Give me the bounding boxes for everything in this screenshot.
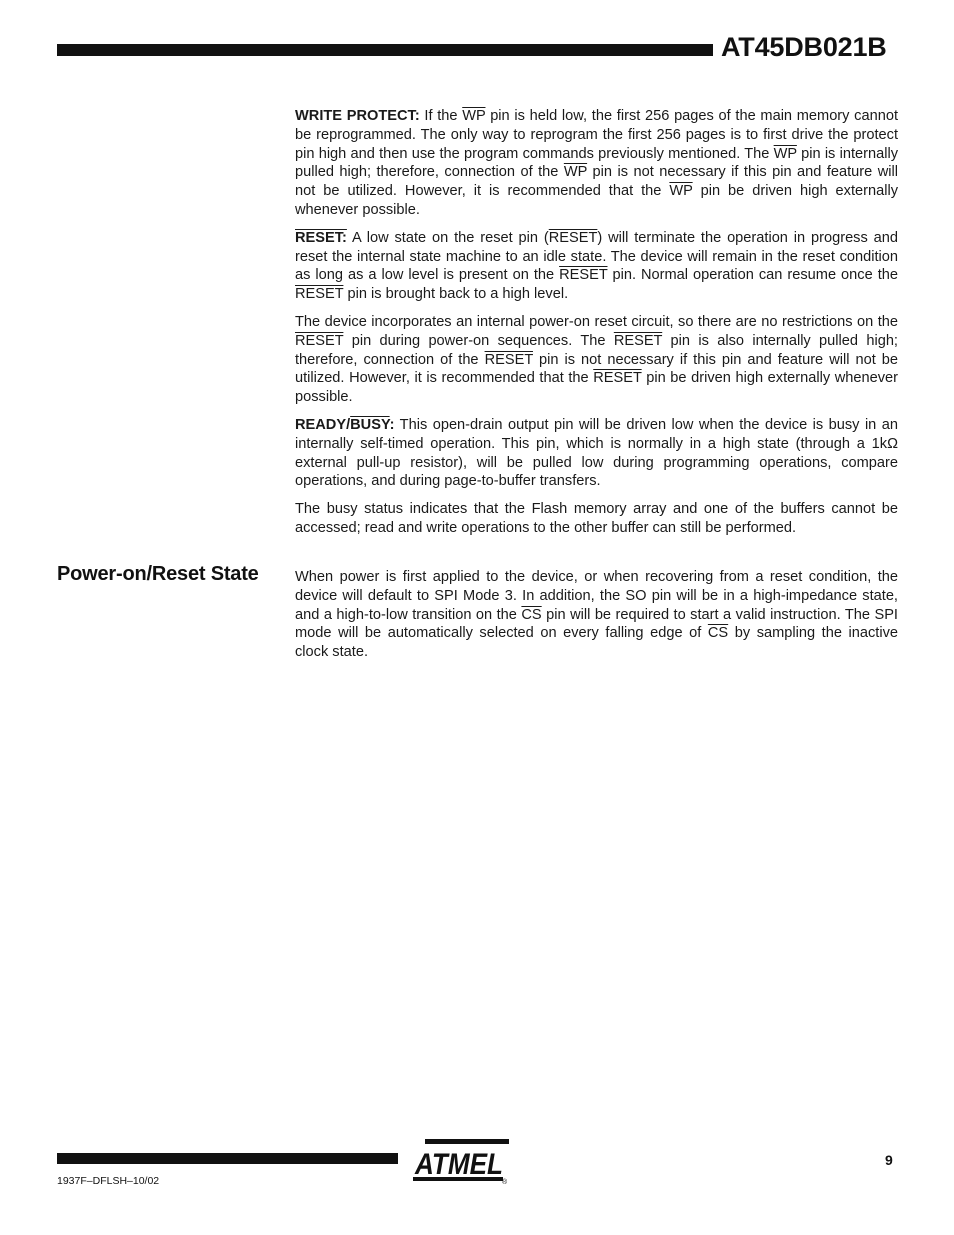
- document-id: 1937F–DFLSH–10/02: [57, 1175, 160, 1187]
- text-run: pin. Normal operation can resume once the: [607, 267, 898, 284]
- logo-bar: [425, 1139, 509, 1144]
- section-heading: Power-on/Reset State: [57, 563, 259, 585]
- text-run: pin is also internally pulled high; therefore, connection of the: [295, 332, 898, 368]
- busy-status-paragraph: The busy status indicates that the Flash memory array and one of the buffers cannot be accessed; read and write operations to the other buffer can still be performed.: [295, 501, 898, 536]
- write-protect-paragraph: [295, 107, 898, 220]
- pin-name: RESET: [295, 332, 344, 349]
- footer-rule: [57, 1153, 398, 1164]
- reset-label: RESET:: [295, 229, 347, 246]
- section-paragraph: [295, 568, 898, 662]
- text-run: pin during power-on sequences. The: [343, 332, 614, 349]
- label-part: :: [389, 416, 395, 433]
- power-on-reset-paragraph: [295, 313, 898, 407]
- registered-mark: ®: [502, 1179, 508, 1186]
- ready-busy-paragraph: [295, 416, 898, 491]
- document-title: AT45DB021B: [721, 32, 887, 62]
- pin-name: RESET: [548, 229, 598, 246]
- text-run: A low state on the reset pin (: [346, 229, 549, 246]
- pin-name: $\overline{WP}$: [462, 108, 486, 124]
- text-run: pin will be required to start a valid instruction. The SPI mode will be automatically selected on every falling edge of: [295, 606, 898, 642]
- text-run: If the: [419, 108, 463, 124]
- pin-name: RESET: [295, 286, 344, 303]
- pin-name: $\overline{CS}$: [707, 625, 729, 642]
- header-rule: [57, 44, 713, 56]
- text-run: pin is brought back to a high level.: [343, 286, 569, 303]
- text-run: pin is not necessary if this pin and feature will not be utilized. However, it is recommended that the: [295, 351, 899, 387]
- text-run: pin is internally pulled high; therefore, connection of the: [295, 145, 898, 181]
- text-run: pin is held low, the first 256 pages of the main memory cannot be reprogrammed. The only way to reprogram the first 256 pages is to first drive the protect pin high and then use the program commands previously mentioned. The: [295, 108, 898, 162]
- reset-paragraph: [295, 229, 898, 304]
- main-body: [295, 107, 898, 547]
- text-run: pin is not necessary if this pin and feature will not be utilized. However, it is recommended that the: [295, 164, 898, 200]
- page-number: 9: [885, 1152, 893, 1168]
- pin-name: RESET: [559, 267, 608, 284]
- text-run: pin be driven high externally whenever possible.: [295, 183, 899, 218]
- section-body: [295, 568, 898, 662]
- pin-name: RESET: [593, 370, 642, 387]
- text-run: by sampling the inactive clock state.: [295, 625, 899, 661]
- ready-busy-label: [295, 417, 394, 433]
- write-protect-label: WRITE PROTECT:: [295, 108, 420, 124]
- pin-name: $\overline{CS}$: [521, 606, 542, 623]
- atmel-logo: [411, 1136, 511, 1186]
- pin-name: $\overline{WP}$: [563, 164, 588, 181]
- text-run: pin be driven high externally whenever possible.: [295, 370, 898, 406]
- label-part: BUSY: [350, 416, 390, 433]
- text-run: This open-drain output pin will be driven low when the device is busy in an internally self-timed operation. This pin, which is normally in a high state (through a 1kΩ external pull-up resistor), will be pulled low during programming operations, compare operations, and during page-to-buffer transfers.: [295, 416, 898, 490]
- label-part: READY/: [295, 416, 351, 433]
- pin-name: RESET: [613, 332, 663, 349]
- text-run: ) will terminate the operation in progress and reset the internal state machine to an idle state. The device will remain in the reset condition as long as a low level is present on the: [295, 229, 898, 284]
- text-run: When power is first applied to the device, or when recovering from a reset condition, the device will default to SPI Mode 3. In addition, the SO pin will be in a high-impedance state, and a high-to-low transition on the: [295, 569, 898, 623]
- pin-name: $\overline{WP}$: [773, 145, 797, 162]
- text-run: The device incorporates an internal power-on reset circuit, so there are no restrictions on the: [295, 313, 898, 330]
- logo-text: ATMEL: [414, 1148, 503, 1181]
- pin-name: RESET: [484, 351, 533, 368]
- pin-name: $\overline{WP}$: [669, 183, 693, 200]
